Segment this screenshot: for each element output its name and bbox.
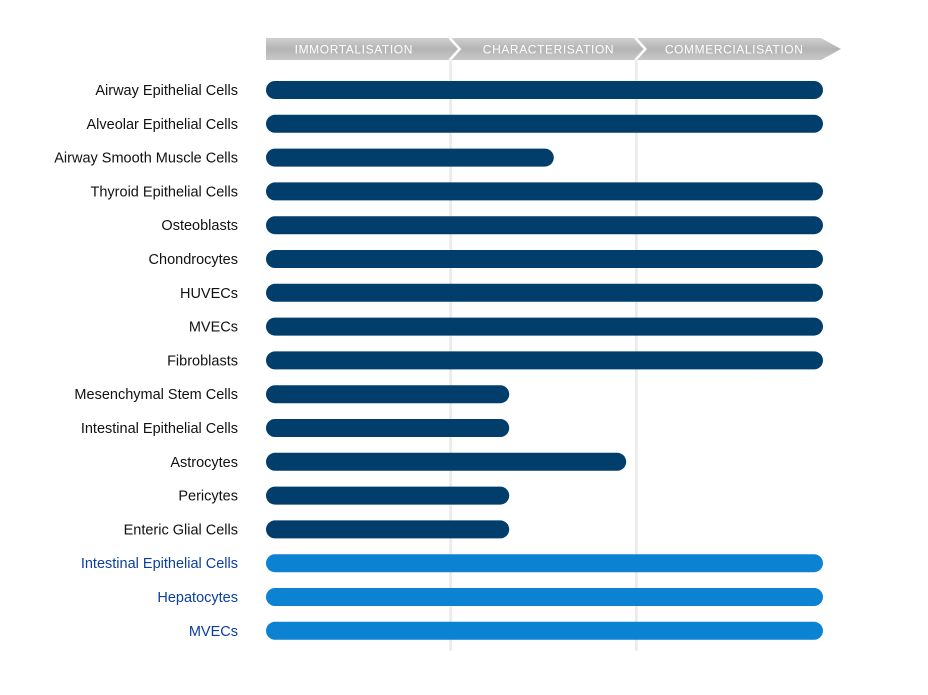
row-bar xyxy=(266,81,823,99)
row-label: Astrocytes xyxy=(170,454,238,471)
row-bar xyxy=(266,385,509,403)
row-bar xyxy=(266,351,823,369)
row-label: HUVECs xyxy=(179,285,238,302)
row-bar xyxy=(266,284,823,302)
row-bar xyxy=(266,588,823,606)
row-bar xyxy=(266,453,626,471)
row-label: Hepatocytes xyxy=(157,590,238,606)
row-bar xyxy=(266,622,823,640)
row-label: Enteric Glial Cells xyxy=(123,522,238,539)
row-bar xyxy=(266,487,509,505)
row-bar xyxy=(266,216,823,234)
row-label: MVECs xyxy=(188,623,238,640)
row-label: Intestinal Epithelial Cells xyxy=(80,421,238,437)
row-label: MVECs xyxy=(188,319,238,336)
row-label: Airway Smooth Muscle Cells xyxy=(54,150,238,167)
row-label: Alveolar Epithelial Cells xyxy=(86,116,238,133)
row-bar xyxy=(266,250,823,268)
stage-label: IMMORTALISATION xyxy=(294,42,414,57)
row-label: Osteoblasts xyxy=(161,218,238,235)
stage-label: CHARACTERISATION xyxy=(482,42,615,57)
row-bar xyxy=(266,520,509,538)
row-bar xyxy=(266,318,823,336)
row-bar xyxy=(266,149,554,167)
row-bar xyxy=(266,182,823,200)
row-bar xyxy=(266,554,823,572)
row-label: Fibroblasts xyxy=(167,353,238,370)
row-label: Intestinal Epithelial Cells xyxy=(80,556,238,573)
row-label: Pericytes xyxy=(178,488,238,505)
row-label: Chondrocytes xyxy=(148,252,238,268)
row-bar xyxy=(266,115,823,133)
stage-label: COMMERCIALISATION xyxy=(664,42,804,57)
row-bar xyxy=(266,419,509,437)
row-label: Airway Epithelial Cells xyxy=(95,83,238,99)
row-label: Thyroid Epithelial Cells xyxy=(90,184,238,201)
row-label: Mesenchymal Stem Cells xyxy=(74,387,238,404)
